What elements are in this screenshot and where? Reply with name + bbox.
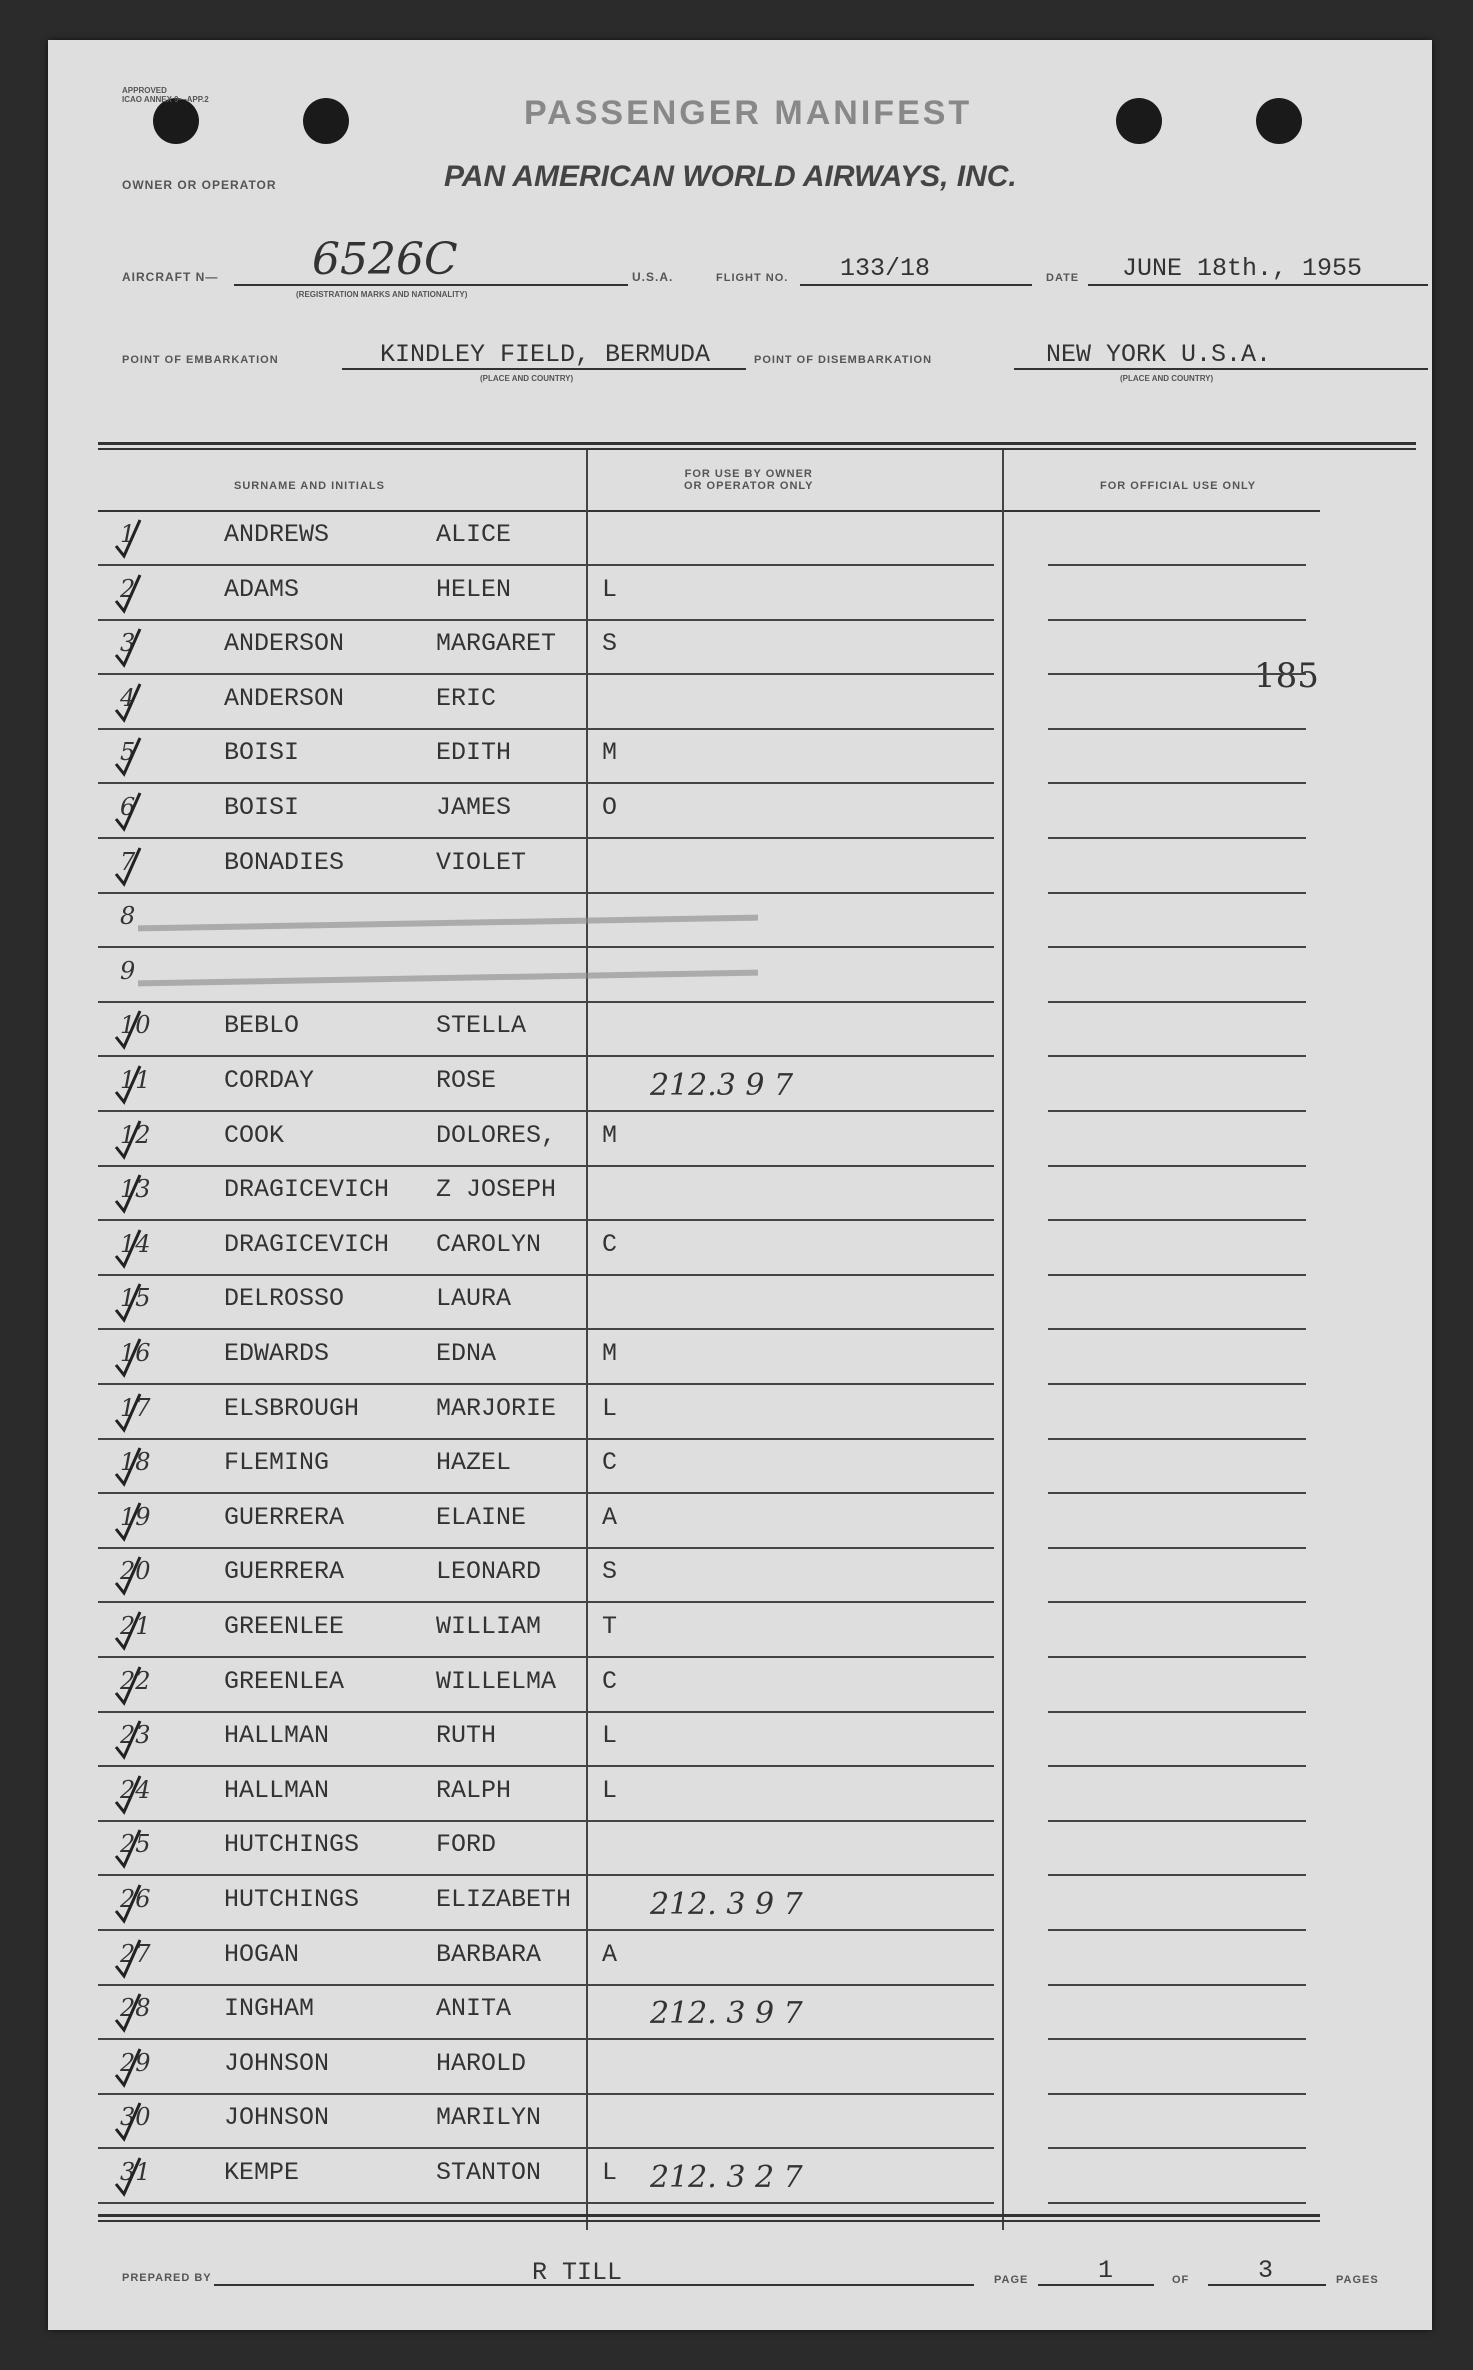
passenger-number: 24 xyxy=(120,1775,151,1804)
passenger-initial: L xyxy=(602,2158,618,2187)
passenger-initial: C xyxy=(602,1666,618,1696)
check-mark-icon xyxy=(114,680,142,726)
passenger-initial: L xyxy=(602,1393,618,1423)
passenger-given-name: CAROLYN xyxy=(436,1229,542,1259)
of-label: OF xyxy=(1172,2274,1190,2286)
check-mark-icon xyxy=(114,1444,142,1490)
passenger-surname: DRAGICEVICH xyxy=(224,1175,390,1205)
passenger-given-name: LAURA xyxy=(436,1284,512,1314)
passenger-row xyxy=(98,1495,1320,1549)
passenger-number: 3 xyxy=(120,629,136,658)
punch-hole xyxy=(1256,98,1302,144)
passenger-given-name: EDNA xyxy=(436,1339,497,1368)
check-mark-icon xyxy=(114,1062,142,1108)
flight-number: 133/18 xyxy=(840,254,931,283)
passenger-number: 26 xyxy=(120,1885,151,1913)
passenger-surname: GUERRERA xyxy=(224,1502,345,1532)
passenger-surname: ANDERSON xyxy=(224,683,345,713)
owner-label: OWNER OR OPERATOR xyxy=(122,178,277,192)
check-mark-icon xyxy=(114,1881,142,1927)
passenger-initial: S xyxy=(602,629,618,659)
passenger-given-name: ELAINE xyxy=(436,1502,527,1532)
check-mark-icon xyxy=(114,2099,142,2145)
passenger-number: 16 xyxy=(120,1339,151,1367)
check-mark-icon xyxy=(114,1990,142,2036)
passenger-initial: M xyxy=(602,1339,618,1368)
passenger-surname: GREENLEE xyxy=(224,1612,345,1641)
passenger-row xyxy=(98,567,1320,621)
page-label: PAGE xyxy=(994,2274,1029,2286)
passenger-row xyxy=(98,840,1320,894)
passenger-number: 21 xyxy=(120,1612,151,1640)
passenger-surname: INGHAM xyxy=(224,1994,315,2024)
passenger-number: 12 xyxy=(120,1120,151,1149)
passenger-surname: BOISI xyxy=(224,793,300,822)
passenger-initial: T xyxy=(602,1612,618,1641)
passenger-initial: L xyxy=(602,1775,618,1805)
passenger-initial: L xyxy=(602,1721,618,1751)
passenger-given-name: Z JOSEPH xyxy=(436,1175,557,1205)
punch-hole xyxy=(153,98,199,144)
passenger-given-name: ALICE xyxy=(436,520,512,549)
prepared-by-label: PREPARED BY xyxy=(122,2272,212,2284)
passenger-row xyxy=(98,949,1320,1003)
passenger-number: 8 xyxy=(120,902,136,931)
passenger-row xyxy=(98,1386,1320,1440)
passenger-number: 29 xyxy=(120,2048,151,2077)
owner-note: 212.3 9 7 xyxy=(650,1068,794,1103)
embarkation-point: KINDLEY FIELD, BERMUDA xyxy=(380,340,711,369)
passenger-surname: BONADIES xyxy=(224,847,345,877)
check-mark-icon xyxy=(114,1171,142,1217)
passenger-row xyxy=(98,1113,1320,1167)
passenger-row xyxy=(98,2041,1320,2095)
passenger-row xyxy=(98,1331,1320,1385)
passenger-row xyxy=(98,1440,1320,1494)
punch-hole xyxy=(1116,98,1162,144)
passenger-row xyxy=(98,730,1320,784)
passenger-surname: ADAMS xyxy=(224,574,300,604)
passenger-number: 27 xyxy=(120,1939,151,1968)
passenger-given-name: ROSE xyxy=(436,1066,497,1095)
owner-note: 212. 3 2 7 xyxy=(650,2160,803,2195)
passenger-given-name: ERIC xyxy=(436,683,497,713)
owner-note: 212. 3 9 7 xyxy=(650,1887,803,1922)
passenger-surname: COOK xyxy=(224,1120,285,1150)
passenger-row xyxy=(98,1003,1320,1057)
check-mark-icon xyxy=(114,625,142,671)
passenger-surname: ANDERSON xyxy=(224,629,345,659)
passenger-initial: C xyxy=(602,1229,618,1259)
passenger-number: 25 xyxy=(120,1830,151,1859)
passenger-row xyxy=(98,1222,1320,1276)
check-mark-icon xyxy=(114,1390,142,1436)
passenger-number: 18 xyxy=(120,1448,151,1477)
passenger-row xyxy=(98,1986,1320,2040)
check-mark-icon xyxy=(114,1499,142,1545)
passenger-given-name: LEONARD xyxy=(436,1557,542,1587)
passenger-number: 6 xyxy=(120,793,136,821)
passenger-number: 4 xyxy=(120,683,136,712)
passenger-initial: A xyxy=(602,1939,618,1969)
check-mark-icon xyxy=(114,1280,142,1326)
passenger-row xyxy=(98,1713,1320,1767)
passenger-given-name: EDITH xyxy=(436,738,512,768)
passenger-row xyxy=(98,894,1320,948)
check-mark-icon xyxy=(114,734,142,780)
date-label: DATE xyxy=(1046,272,1080,284)
passenger-initial: C xyxy=(602,1448,618,1478)
check-mark-icon xyxy=(114,516,142,562)
passenger-row xyxy=(98,2095,1320,2149)
passenger-row xyxy=(98,1932,1320,1986)
passenger-surname: HALLMAN xyxy=(224,1721,330,1751)
passenger-given-name: JAMES xyxy=(436,793,512,822)
passenger-row xyxy=(98,1877,1320,1931)
passenger-given-name: HAROLD xyxy=(436,2048,527,2078)
passenger-given-name: HELEN xyxy=(436,574,512,604)
passenger-surname: GREENLEA xyxy=(224,1666,345,1696)
passenger-initial: M xyxy=(602,1120,618,1150)
flight-label: FLIGHT NO. xyxy=(716,272,789,284)
passenger-surname: CORDAY xyxy=(224,1066,315,1095)
passenger-given-name: ANITA xyxy=(436,1994,512,2024)
passenger-number: 23 xyxy=(120,1721,151,1750)
passenger-number: 13 xyxy=(120,1175,151,1204)
passenger-row xyxy=(98,621,1320,675)
passenger-number: 30 xyxy=(120,2103,151,2132)
check-mark-icon xyxy=(114,1553,142,1599)
check-mark-icon xyxy=(114,2154,142,2200)
column-header-official: FOR OFFICIAL USE ONLY xyxy=(1100,480,1257,492)
aircraft-sub-label: (REGISTRATION MARKS AND NATIONALITY) xyxy=(296,290,468,299)
passenger-number: 14 xyxy=(120,1229,151,1258)
pages-label: PAGES xyxy=(1336,2274,1379,2286)
passenger-initial: S xyxy=(602,1557,618,1587)
passenger-given-name: DOLORES, xyxy=(436,1120,557,1150)
passenger-number: 19 xyxy=(120,1502,151,1531)
passenger-number: 10 xyxy=(120,1011,151,1040)
passenger-row xyxy=(98,1768,1320,1822)
page-number: 1 xyxy=(1098,2256,1114,2285)
check-mark-icon xyxy=(114,2045,142,2091)
passenger-row xyxy=(98,1659,1320,1713)
passenger-number: 2 xyxy=(120,574,136,603)
passenger-surname: KEMPE xyxy=(224,2158,300,2187)
prepared-by: R TILL xyxy=(532,2258,623,2287)
passenger-number: 11 xyxy=(120,1066,151,1094)
passenger-given-name: HAZEL xyxy=(436,1448,512,1478)
check-mark-icon xyxy=(114,1717,142,1763)
passenger-row xyxy=(98,1058,1320,1112)
check-mark-icon xyxy=(114,1663,142,1709)
passenger-given-name: MARJORIE xyxy=(436,1393,557,1423)
page-count: 3 xyxy=(1258,2256,1274,2285)
passenger-given-name: RUTH xyxy=(436,1721,497,1751)
passenger-number: 28 xyxy=(120,1994,151,2023)
passenger-row xyxy=(98,1604,1320,1658)
passenger-surname: BOISI xyxy=(224,738,300,768)
passenger-surname: JOHNSON xyxy=(224,2103,330,2133)
passenger-given-name: FORD xyxy=(436,1830,497,1860)
passenger-number: 22 xyxy=(120,1666,151,1695)
passenger-surname: HUTCHINGS xyxy=(224,1830,360,1860)
check-mark-icon xyxy=(114,571,142,617)
check-mark-icon xyxy=(114,1007,142,1053)
passenger-surname: ANDREWS xyxy=(224,520,330,549)
check-mark-icon xyxy=(114,1936,142,1982)
passenger-number: 7 xyxy=(120,847,136,876)
manifest-sheet xyxy=(48,40,1432,2330)
passenger-row xyxy=(98,676,1320,730)
passenger-given-name: ELIZABETH xyxy=(436,1885,572,1914)
flight-date: JUNE 18th., 1955 xyxy=(1122,254,1363,283)
check-mark-icon xyxy=(114,1826,142,1872)
passenger-row xyxy=(98,785,1320,839)
passenger-surname: JOHNSON xyxy=(224,2048,330,2078)
passenger-number: 31 xyxy=(120,2158,151,2186)
check-mark-icon xyxy=(114,789,142,835)
passenger-initial: A xyxy=(602,1502,618,1532)
check-mark-icon xyxy=(114,1226,142,1272)
operator-name: PAN AMERICAN WORLD AIRWAYS, INC. xyxy=(444,160,1017,193)
punch-hole xyxy=(303,98,349,144)
passenger-surname: EDWARDS xyxy=(224,1339,330,1368)
passenger-given-name: WILLIAM xyxy=(436,1612,542,1641)
passenger-number: 1 xyxy=(120,520,136,548)
check-mark-icon xyxy=(114,844,142,890)
disembarkation-label: POINT OF DISEMBARKATION xyxy=(754,354,933,366)
passenger-number: 20 xyxy=(120,1557,151,1586)
check-mark-icon xyxy=(114,1772,142,1818)
passenger-initial: M xyxy=(602,738,618,768)
embarkation-sub-label: (PLACE AND COUNTRY) xyxy=(480,374,574,383)
disembarkation-sub-label: (PLACE AND COUNTRY) xyxy=(1120,374,1214,383)
passenger-given-name: WILLELMA xyxy=(436,1666,557,1696)
usa-label: U.S.A. xyxy=(632,270,674,284)
passenger-given-name: VIOLET xyxy=(436,847,527,877)
check-mark-icon xyxy=(114,1335,142,1381)
passenger-number: 5 xyxy=(120,738,136,767)
passenger-surname: DELROSSO xyxy=(224,1284,345,1314)
passenger-given-name: STELLA xyxy=(436,1011,527,1041)
passenger-surname: HOGAN xyxy=(224,1939,300,1969)
passenger-number: 15 xyxy=(120,1284,151,1313)
passenger-row xyxy=(98,1822,1320,1876)
passenger-row xyxy=(98,1549,1320,1603)
passenger-given-name: MARILYN xyxy=(436,2103,542,2133)
passenger-initial: O xyxy=(602,793,618,822)
embarkation-label: POINT OF EMBARKATION xyxy=(122,354,279,366)
passenger-row xyxy=(98,1276,1320,1330)
passenger-initial: L xyxy=(602,574,618,604)
passenger-surname: DRAGICEVICH xyxy=(224,1229,390,1259)
passenger-row xyxy=(98,2150,1320,2204)
passenger-surname: GUERRERA xyxy=(224,1557,345,1587)
passenger-given-name: STANTON xyxy=(436,2158,542,2187)
passenger-row xyxy=(98,1167,1320,1221)
passenger-given-name: MARGARET xyxy=(436,629,557,659)
disembarkation-point: NEW YORK U.S.A. xyxy=(1046,340,1272,369)
passenger-surname: FLEMING xyxy=(224,1448,330,1478)
aircraft-label: AIRCRAFT N— xyxy=(122,270,219,284)
check-mark-icon xyxy=(114,1608,142,1654)
passenger-surname: HUTCHINGS xyxy=(224,1885,360,1914)
passenger-row xyxy=(98,512,1320,566)
approval-stamp: APPROVED ICAO ANNEX 9—APP.2 xyxy=(122,86,209,104)
owner-note: 212. 3 9 7 xyxy=(650,1996,803,2032)
passenger-surname: BEBLO xyxy=(224,1011,300,1041)
check-mark-icon xyxy=(114,1117,142,1163)
form-title: PASSENGER MANIFEST xyxy=(524,94,973,132)
aircraft-registration: 6526C xyxy=(312,234,458,285)
passenger-given-name: RALPH xyxy=(436,1775,512,1805)
passenger-given-name: BARBARA xyxy=(436,1939,542,1969)
margin-note: 185 xyxy=(1254,656,1319,696)
passenger-number: 9 xyxy=(120,956,136,985)
strikeout-mark xyxy=(138,915,758,932)
passenger-surname: ELSBROUGH xyxy=(224,1393,360,1423)
column-header-surname: SURNAME AND INITIALS xyxy=(234,480,385,492)
column-header-owner: FOR USE BY OWNER OR OPERATOR ONLY xyxy=(684,468,814,492)
passenger-surname: HALLMAN xyxy=(224,1775,330,1805)
strikeout-mark xyxy=(138,969,758,986)
passenger-number: 17 xyxy=(120,1393,151,1422)
